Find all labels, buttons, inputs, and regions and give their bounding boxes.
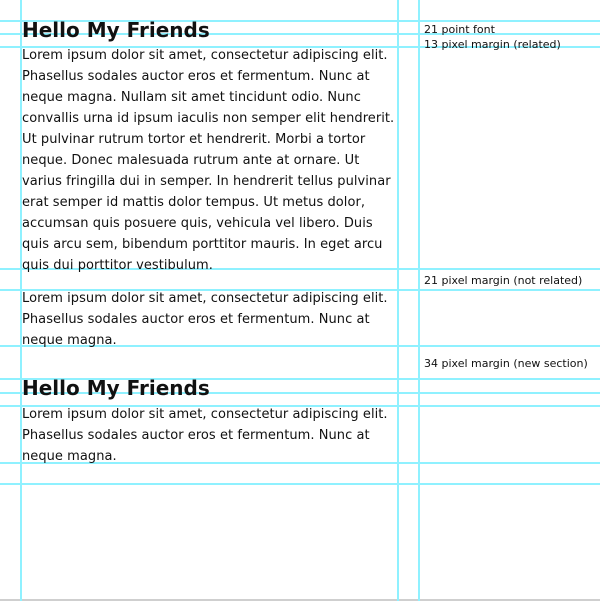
section-heading-2: Hello My Friends <box>22 376 210 400</box>
font-size-annotation: 21 point font <box>424 23 495 36</box>
related-margin-annotation: 13 pixel margin (related) <box>424 38 561 51</box>
section-heading-1: Hello My Friends <box>22 18 210 42</box>
not-related-margin-annotation: 21 pixel margin (not related) <box>424 274 583 287</box>
new-section-margin-annotation: 34 pixel margin (new section) <box>424 357 588 370</box>
body-paragraph-2: Lorem ipsum dolor sit amet, consectetur adipiscing elit. Phasellus sodales auctor eros et fermentum. Nunc at neque magna. <box>22 291 388 348</box>
annotation-left-guide-line <box>418 0 420 601</box>
body-paragraph-1: Lorem ipsum dolor sit amet, consectetur adipiscing elit. Phasellus sodales auctor eros et fermentum. Nunc at neque magna. Nullam sit amet tincidunt odio. Nunc convallis urna id ipsum iaculis non semper elit hendrerit. Ut pulvinar rutrum tortor et hendrerit. Morbi a tortor neque. Donec malesuada rutrum ante at ornare. Ut varius fringilla dui in semper. In hendrerit tellus pulvinar erat semper id mattis dolor tempus. Ut metus dolor, accumsan quis posuere quis, vehicula vel libero. Duis quis arcu sem, bibendum porttitor mauris. In eget arcu quis dui porttitor vestibulum. <box>22 48 395 273</box>
bottom-guide-line <box>0 483 600 485</box>
body-paragraph-3: Lorem ipsum dolor sit amet, consectetur adipiscing elit. Phasellus sodales auctor eros et fermentum. Nunc at neque magna. <box>22 407 388 464</box>
